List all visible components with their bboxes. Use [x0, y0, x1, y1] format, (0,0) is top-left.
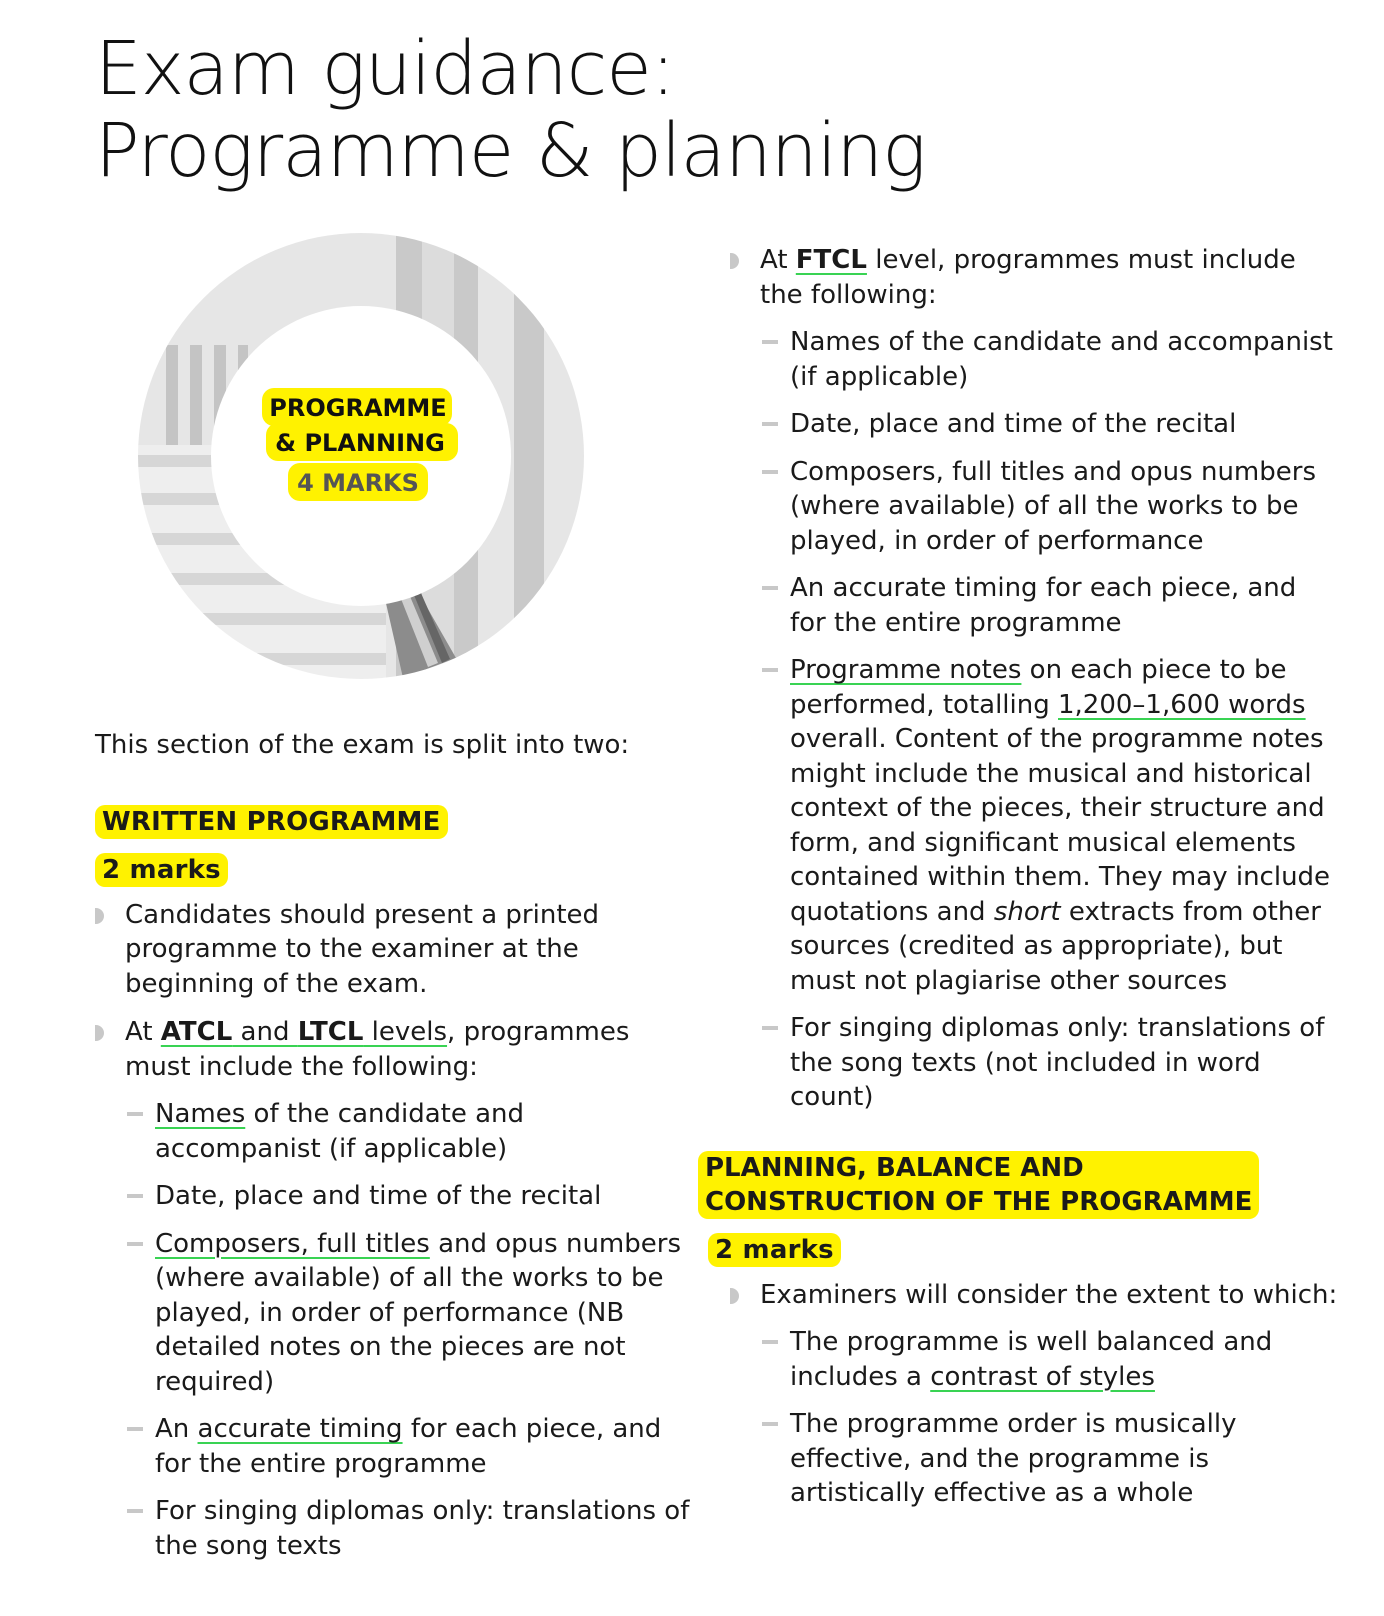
list-item — [730, 243, 1340, 1115]
list-item — [760, 325, 1340, 394]
notes-c: extracts from other sources (credited as appropriate), but must not plagiarise other sources — [790, 896, 1321, 996]
printed-programme-text: Candidates should present a printed programme to the examiner at the beginning of the exam. — [125, 899, 600, 999]
list-item — [760, 1407, 1340, 1511]
list-item — [760, 1011, 1340, 1115]
title-line-2: Programme & planning — [95, 108, 926, 194]
atcl-requirements — [125, 1097, 695, 1563]
list-item — [760, 455, 1340, 559]
ftcl-composers: Composers, full titles and opus numbers (where available) of all the works to be played, in order of performance — [790, 456, 1316, 556]
order-text: The programme order is musically effective, and the programme is artistically effective as a whole — [790, 1409, 1237, 1508]
atcl-bullet-pre: At — [125, 1017, 161, 1047]
planning-marks-wrap — [708, 1233, 1340, 1268]
planning-criteria — [760, 1325, 1340, 1511]
names-rest: of the candidate and accompanist (if applicable) — [155, 1099, 525, 1164]
list-item — [760, 407, 1340, 442]
composers-rest: and opus numbers (where available) of all the works to be played, in order of performance (NB detailed notes on the pieces are not required) — [155, 1228, 681, 1397]
balance-pre: The programme is well balanced and includes a — [790, 1327, 1273, 1392]
written-marks-wrap — [95, 853, 695, 888]
planning-marks-badge: 2 marks — [708, 1233, 841, 1267]
planning-heading-wrap — [698, 1151, 1340, 1220]
atcl-bullet-post: , programmes must include the following: — [125, 1017, 630, 1082]
word-count-link: 1,200–1,600 words — [1058, 689, 1306, 720]
list-item — [760, 1325, 1340, 1394]
ftcl-singing: For singing diplomas only: translations of the song texts (not included in word count) — [790, 1013, 1325, 1112]
written-programme-heading: WRITTEN PROGRAMME — [95, 805, 448, 839]
contrast-link: contrast of styles — [930, 1361, 1155, 1392]
ftcl-bullets — [730, 243, 1340, 1115]
donut-label-marks: 4 MARKS — [297, 469, 419, 497]
timing-pre: An — [155, 1414, 198, 1444]
singing-text: For singing diplomas only: translations of the song texts — [155, 1496, 690, 1561]
written-marks-badge: 2 marks — [95, 853, 228, 887]
atcl-link: ATCL — [160, 1017, 233, 1047]
planning-heading-line-1: PLANNING, BALANCE AND — [705, 1152, 1084, 1183]
list-item — [125, 1227, 695, 1400]
donut-label-line-2: & PLANNING — [275, 429, 445, 457]
timing-rest: for each piece, and for the entire programme — [155, 1414, 662, 1479]
ftcl-pre: At — [760, 245, 796, 275]
notes-a: on each piece to be performed, totalling — [790, 655, 1287, 720]
ftcl-date: Date, place and time of the recital — [790, 409, 1237, 439]
date-text: Date, place and time of the recital — [155, 1181, 602, 1211]
list-item — [760, 571, 1340, 640]
notes-short: short — [993, 896, 1061, 927]
list-item — [125, 1494, 695, 1563]
planning-section — [705, 1151, 1340, 1511]
ftcl-timing: An accurate timing for each piece, and for the entire programme — [790, 573, 1297, 638]
levels-text: levels — [363, 1017, 448, 1047]
written-heading-wrap — [95, 805, 695, 840]
list-item — [760, 653, 1340, 998]
list-item — [125, 1179, 695, 1214]
timing-link: accurate timing — [197, 1414, 403, 1444]
planning-bullets — [730, 1278, 1340, 1511]
and-text: and — [232, 1017, 298, 1047]
composers-link: Composers, full titles — [155, 1228, 430, 1259]
page-title — [95, 28, 1295, 192]
ftcl-requirements — [760, 325, 1340, 1115]
list-item — [125, 1097, 695, 1166]
list-item — [125, 1412, 695, 1481]
donut-label-line-1: PROGRAMME — [269, 394, 447, 422]
programme-notes-link: Programme notes — [790, 655, 1022, 685]
left-column — [95, 728, 695, 1577]
marks-donut-chart — [138, 233, 608, 703]
list-item — [730, 1278, 1340, 1511]
planning-heading-line-2: CONSTRUCTION OF THE PROGRAMME — [705, 1186, 1253, 1217]
ftcl-names: Names of the candidate and accompanist (if applicable) — [790, 327, 1333, 392]
ftcl-link: FTCL — [795, 245, 867, 275]
intro-text: This section of the exam is split into two: — [95, 730, 630, 760]
ltcl-link: LTCL — [297, 1017, 364, 1047]
list-item — [95, 898, 695, 1002]
notes-b: overall. Content of the programme notes might include the musical and historical context of the pieces, their structure and form, and significant musical elements contained within them. They may include quotations and — [790, 724, 1331, 927]
written-bullets — [95, 898, 695, 1564]
list-item — [95, 1015, 695, 1563]
planning-heading — [698, 1151, 1259, 1219]
title-line-1: Exam guidance: — [95, 26, 675, 112]
examiners-text: Examiners will consider the extent to which: — [760, 1279, 1338, 1310]
ftcl-post: level, programmes must include the following: — [760, 245, 1296, 310]
right-column — [705, 243, 1340, 1525]
names-link: Names — [155, 1099, 246, 1129]
